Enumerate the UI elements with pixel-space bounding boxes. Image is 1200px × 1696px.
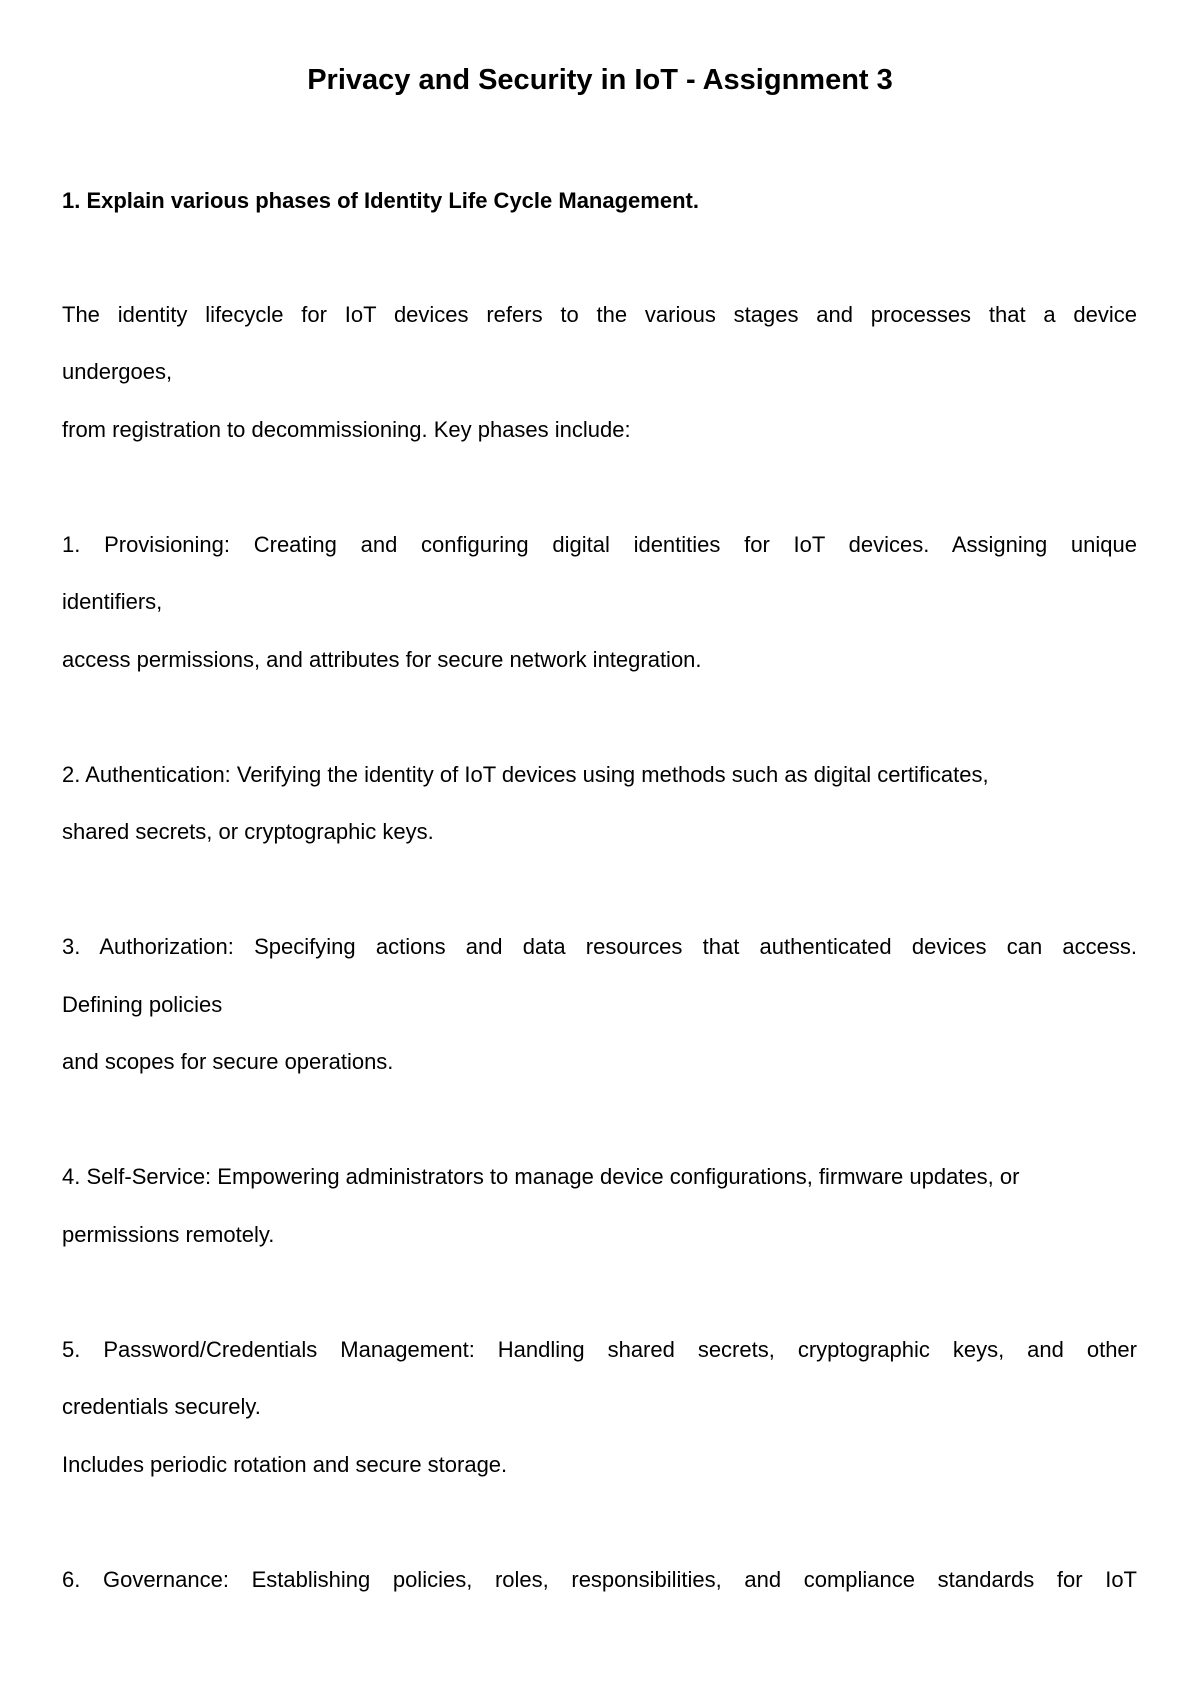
intro-line-2: undergoes, (62, 359, 173, 384)
phase-3-line-3: and scopes for secure operations. (62, 1049, 394, 1074)
phase-2-line-1: 2. Authentication: Verifying the identity of IoT devices using methods such as digital certificates, (62, 762, 989, 787)
phase-4-line-1: 4. Self-Service: Empowering administrators to manage device configurations, firmware updates, or (62, 1164, 1020, 1189)
document-title: Privacy and Security in IoT - Assignment 3 (307, 64, 893, 96)
question-heading: 1. Explain various phases of Identity Life Cycle Management. (62, 188, 699, 213)
phase-1-line-1: 1. Provisioning: Creating and configuring digital identities for IoT devices. Assigning unique (62, 532, 1137, 557)
phase-5-line-1: 5. Password/Credentials Management: Handling shared secrets, cryptographic keys, and other (62, 1337, 1137, 1362)
phase-1-line-2: identifiers, (62, 589, 163, 614)
phase-3-line-2: Defining policies (62, 992, 223, 1017)
phase-3-line-1: 3. Authorization: Specifying actions and data resources that authenticated devices can access. (62, 934, 1137, 959)
phase-4-line-2: permissions remotely. (62, 1222, 275, 1247)
phase-2-line-2: shared secrets, or cryptographic keys. (62, 819, 434, 844)
phase-5-line-2: credentials securely. (62, 1394, 261, 1419)
phase-5-line-3: Includes periodic rotation and secure storage. (62, 1452, 508, 1477)
intro-line-3: from registration to decommissioning. Key phases include: (62, 417, 631, 442)
phase-1-line-3: access permissions, and attributes for secure network integration. (62, 647, 702, 672)
intro-line-1: The identity lifecycle for IoT devices refers to the various stages and processes that a device (62, 302, 1137, 327)
phase-6-line-1: 6. Governance: Establishing policies, roles, responsibilities, and compliance standards for IoT (62, 1567, 1137, 1592)
